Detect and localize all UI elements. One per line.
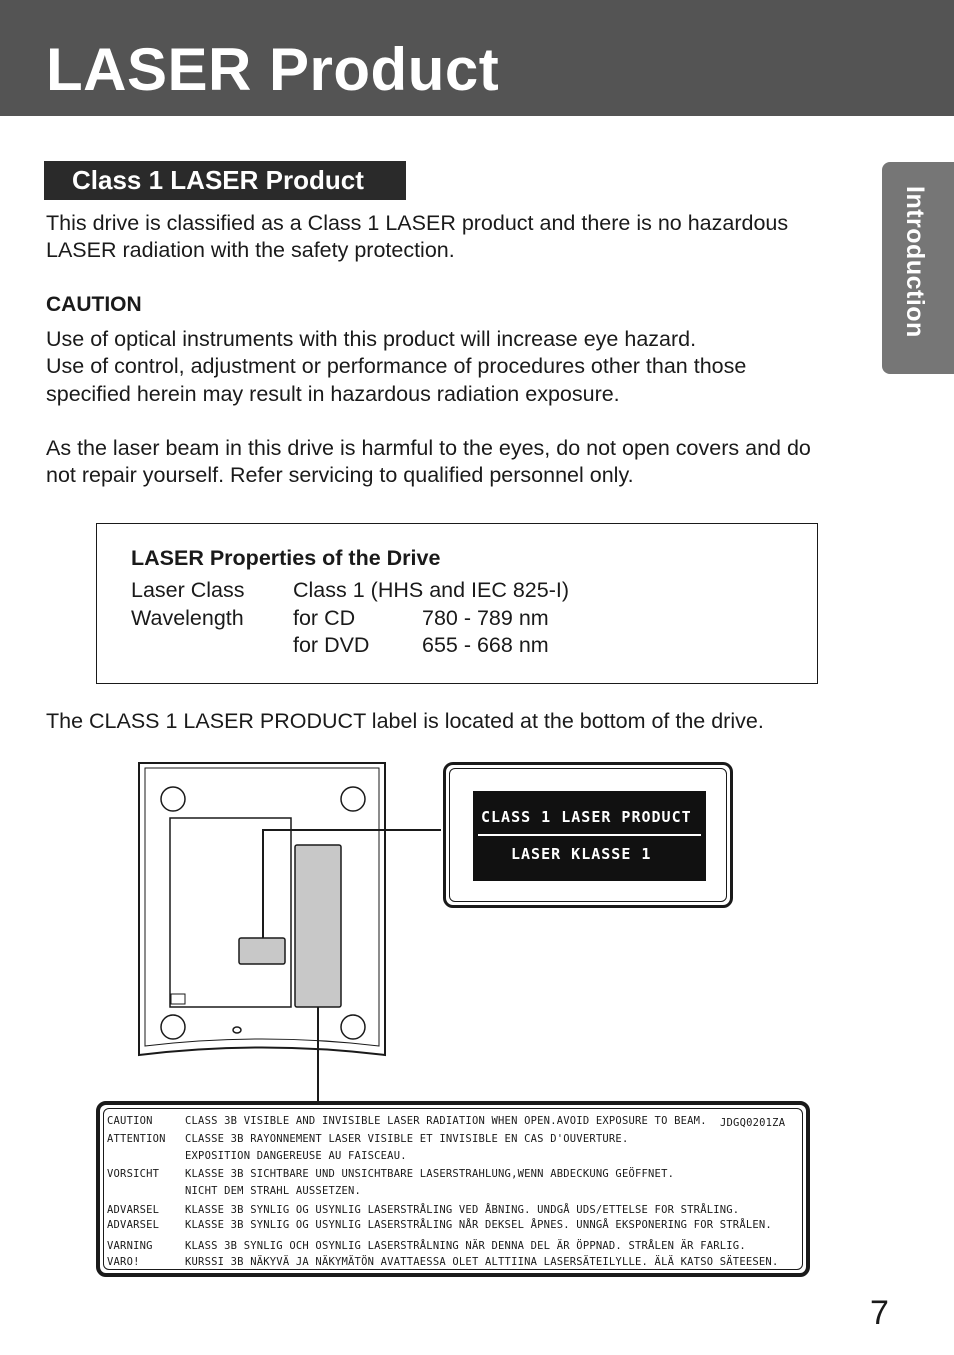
class-1-laser-label [443,762,733,908]
warning-text: CLASS 3B VISIBLE AND INVISIBLE LASER RADIATION WHEN OPEN.AVOID EXPOSURE TO BEAM. [185,1115,707,1127]
side-tab-label: Introduction [901,186,929,338]
warning-text: NICHT DEM STRAHL AUSSETZEN. [185,1185,362,1197]
warning-text: KURSSI 3B NÄKYVÄ JA NÄKYMÄTÖN AVATTAESSA OLET ALTTIINA LASERSÄTEILYLLE. ÄLÄ KATSO SÄTEESEN. [185,1256,779,1268]
caution-line-2: Use of control, adjustment or performance of procedures other than those [46,354,747,378]
warning-text: KLASSE 3B SYNLIG OG USYNLIG LASERSTRÅLING VED ÅBNING. UNDGÅ UDS/ETTELSE FOR STRÅLING. [185,1204,740,1216]
properties-title: LASER Properties of the Drive [131,546,441,570]
laser-class-label: Laser Class [131,578,245,602]
dvd-value: 655 - 668 nm [422,633,549,657]
warning-lang: VARNING [107,1240,153,1252]
warning-text: KLASSE 3B SYNLIG OG USYNLIG LASERSTRÅLING NÅR DEKSEL ÅPNES. UNNGÅ EKSPONERING FOR STRÅLEN. [185,1219,772,1231]
warning-lang: CAUTION [107,1115,153,1127]
drive-tray-panel [170,818,291,1007]
warning-text: CLASSE 3B RAYONNEMENT LASER VISIBLE ET INVISIBLE EN CAS D'OUVERTURE. [185,1133,629,1145]
warning-lang: ADVARSEL [107,1219,160,1231]
dvd-label: for DVD [293,633,370,657]
warning-text: EXPOSITION DANGEREUSE AU FAISCEAU. [185,1150,407,1162]
class-label-plate [473,791,706,881]
warning-lang: VORSICHT [107,1168,160,1180]
warning-label-position [295,845,341,1007]
warning-lang: VARO! [107,1256,140,1268]
class-label-rule [478,834,701,836]
tray-slot [171,994,185,1004]
drive-foot [161,787,185,811]
drive-screw [233,1027,241,1033]
class-label-line-2: LASER KLASSE 1 [511,845,652,863]
intro-line-2: LASER radiation with the safety protection. [46,238,455,262]
warning-lang: ADVARSEL [107,1204,160,1216]
warning-label-code: JDGQ0201ZA [720,1117,786,1129]
caution-line-3: specified herein may result in hazardous radiation exposure. [46,382,620,406]
drive-foot [341,787,365,811]
cd-value: 780 - 789 nm [422,606,549,630]
drive-foot [341,1015,365,1039]
intro-line-1: This drive is classified as a Class 1 LASER product and there is no hazardous [46,211,789,235]
class-label-line-1: CLASS 1 LASER PRODUCT [481,808,692,826]
drive-foot [161,1015,185,1039]
label-location-text: The CLASS 1 LASER PRODUCT label is located at the bottom of the drive. [46,709,764,733]
laser-class-value: Class 1 (HHS and IEC 825-I) [293,578,570,602]
warning-text: KLASS 3B SYNLIG OCH OSYNLIG LASERSTRÅLNING NÄR DENNA DEL ÄR ÖPPNAD. STRÅLEN ÄR FARLIG. [185,1240,746,1252]
beam-line-1: As the laser beam in this drive is harmful to the eyes, do not open covers and do [46,436,811,460]
cd-label: for CD [293,606,356,630]
page-number: 7 [870,1294,889,1332]
wavelength-label: Wavelength [131,606,244,630]
warning-text: KLASSE 3B SICHTBARE UND UNSICHTBARE LASERSTRAHLUNG,WENN ABDECKUNG GEÖFFNET. [185,1168,675,1180]
caution-heading: CAUTION [46,293,142,316]
class-label-position [239,938,285,964]
page-title: LASER Product [46,36,500,103]
section-title: Class 1 LASER Product [72,165,364,195]
laser-warning-label [96,1101,810,1277]
beam-line-2: not repair yourself. Refer servicing to qualified personnel only. [46,463,634,487]
caution-line-1: Use of optical instruments with this product will increase eye hazard. [46,327,697,351]
warning-lang: ATTENTION [107,1133,166,1145]
